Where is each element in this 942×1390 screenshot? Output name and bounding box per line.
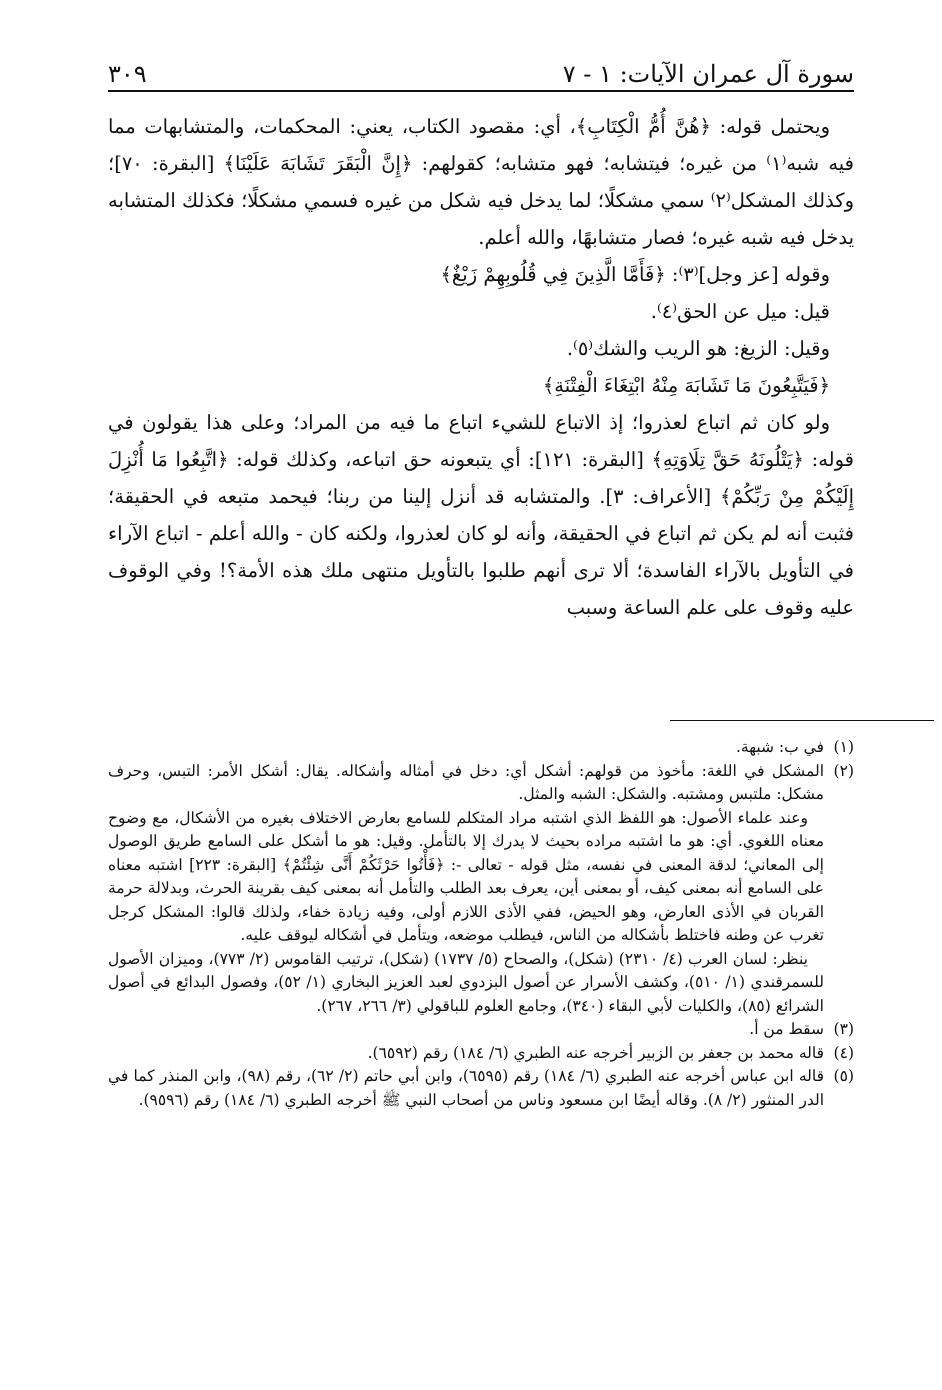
header-rule xyxy=(108,90,854,92)
footnote-number: (١) xyxy=(833,738,854,756)
footnote xyxy=(108,736,854,760)
page-number: ٣٠٩ xyxy=(108,60,147,88)
main-text xyxy=(108,108,854,626)
body-paragraph: وقوله [عز وجل]⁽٣⁾: ﴿فَأَمَّا الَّذِينَ فِي قُلُوبِهِمْ زَيْغٌ﴾ xyxy=(440,263,830,286)
body-paragraph: قيل: ميل عن الحق⁽٤⁾. xyxy=(650,300,830,323)
footnote-text: المشكل في اللغة: مأخوذ من قولهم: أشكل أي: دخل في أمثاله وأشكاله. يقال: أشكل الأمر: التبس، وحرف مشكل: ملتبس ومشتبه. والشكل: الشبه والمثل. xyxy=(108,761,824,803)
footnote xyxy=(108,760,854,807)
body-paragraph: وقيل: الزيغ: هو الريب والشك⁽٥⁾. xyxy=(566,337,830,360)
footnote xyxy=(108,1042,854,1066)
footnote-text: قاله ابن عباس أخرجه عنه الطبري (٦/ ١٨٤) رقم (٦٥٩٥)، وابن أبي حاتم (٢/ ٦٢)، رقم (٩٨)، وابن المنذر كما في الدر المنثور (٢/ ٨). وقاله أيضًا ابن مسعود وناس من أصحاب النبي ﷺ أخرجه الطبري (٦/ ١٨٤) رقم (٩٥٩٦). xyxy=(108,1067,825,1109)
page-header xyxy=(108,40,854,88)
footnote xyxy=(108,1065,854,1112)
footnote-number: (٤) xyxy=(833,1043,854,1062)
footnote-number: (٢) xyxy=(833,761,854,780)
footnote-separator xyxy=(670,720,934,721)
body-paragraph: ﴿فَيَتَّبِعُونَ مَا تَشَابَهَ مِنْهُ ابْتِغَاءَ الْفِتْنَةِ﴾ xyxy=(542,374,830,397)
footnote-number: (٣) xyxy=(833,1020,854,1038)
body-paragraph: ويحتمل قوله: ﴿هُنَّ أُمُّ الْكِتَابِ﴾، أي: مقصود الكتاب، يعني: المحكمات، والمتشابهات مما فيه شبه⁽١⁾ من غيره؛ فيتشابه؛ فهو متشابه؛ كقولهم: ﴿إِنَّ الْبَقَرَ تَشَابَهَ عَلَيْنَا﴾ [البقرة: ٧٠]؛ وكذلك المشكل⁽٢⁾ سمي مشكلًا؛ لما يدخل فيه شكل من غيره فسمي مشكلًا؛ فكذلك المتشابه يدخل فيه شبه غيره؛ فصار متشابهًا، والله أعلم. xyxy=(108,115,854,249)
footnote-text: قاله محمد بن جعفر بن الزبير أخرجه عنه الطبري (٦/ ١٨٤) رقم (٦٥٩٢). xyxy=(367,1043,824,1062)
footnote-number: (٥) xyxy=(833,1067,854,1085)
footnote xyxy=(108,1018,854,1042)
footnote-paragraph: ينظر: لسان العرب (٤/ ٢٣١٠) (شكل)، والصحاح (٥/ ١٧٣٧) (شكل)، ترتيب القاموس (٢/ ٧٧٣)، وميزان الأصول للسمرقندي (١/ ٥١٠)، وكشف الأسرار عن أصول البزدوي لعبد العزيز البخاري (١/ ٥٢)، وفصول البدائع في أصول الشرائع (٨٥)، والكليات لأبي البقاء (٣٤٠)، وجامع العلوم للباقولي (٣/ ٢٦٦، ٢٦٧). xyxy=(108,949,824,1015)
body-paragraph: ولو كان ثم اتباع لعذروا؛ إذ الاتباع للشيء اتباع ما فيه من المراد؛ وعلى هذا يقولون في قوله: ﴿يَتْلُونَهُ حَقَّ تِلَاوَتِهِ﴾ [البقرة: ١٢١]: أي يتبعونه حق اتباعه، وكذلك قوله: ﴿اتَّبِعُوا مَا أُنْزِلَ إِلَيْكُمْ مِنْ رَبِّكُمْ﴾ [الأعراف: ٣]. والمتشابه قد أنزل إلينا من ربنا؛ فيحمد متبعه في الحقيقة؛ فثبت أنه لم يكن ثم اتباع في الحقيقة، وأنه لو كان لعذروا، ولكنه كان - والله أعلم - اتباع الآراء في التأويل بالآراء الفاسدة؛ ألا ترى أنهم طلبوا بالتأويل منتهى ملك هذه الأمة؟! وفي الوقوف عليه وقوف على علم الساعة وسبب xyxy=(108,411,854,619)
footnotes xyxy=(108,736,854,1112)
footnote-text: في ب: شبهة. xyxy=(735,738,824,756)
footnote-text: سقط من أ. xyxy=(749,1020,824,1038)
footnote-paragraph: وعند علماء الأصول: هو اللفظ الذي اشتبه مراد المتكلم للسامع بعارض الاختلاف بغيره من الأشكال، مع وضوح معناه اللغوي. أي: هو ما اشتبه مراده بحيث لا يدرك إلا بالتأمل. وقيل: هو ما أشكل على السامع طريق الوصول إلى المعاني؛ لدقة المعنى في نفسه، مثل قوله - تعالى -: ﴿فَأْتُوا حَرْثَكُمْ أَنَّى شِئْتُمْ﴾ [البقرة: ٢٢٣] اشتبه معناه على السامع أنه بمعنى كيف، أو بمعنى أين، يعرف بعد الطلب والتأمل أنه بمعنى كيف بقرينة الحرث، وبدلالة حرمة القربان في الأذى العارض، وهو الحيض، ففي الأذى اللازم أولى، وفيه زيادة خفاء، ولذلك قالوا: المشكل كرجل تغرب عن وطنه فاختلط بأشكاله من الناس، فيطلب موضعه، ويتأمل في أشكاله ليوقف عليه. xyxy=(108,808,824,944)
running-title: سورة آل عمران الآيات: ١ - ٧ xyxy=(562,60,854,88)
